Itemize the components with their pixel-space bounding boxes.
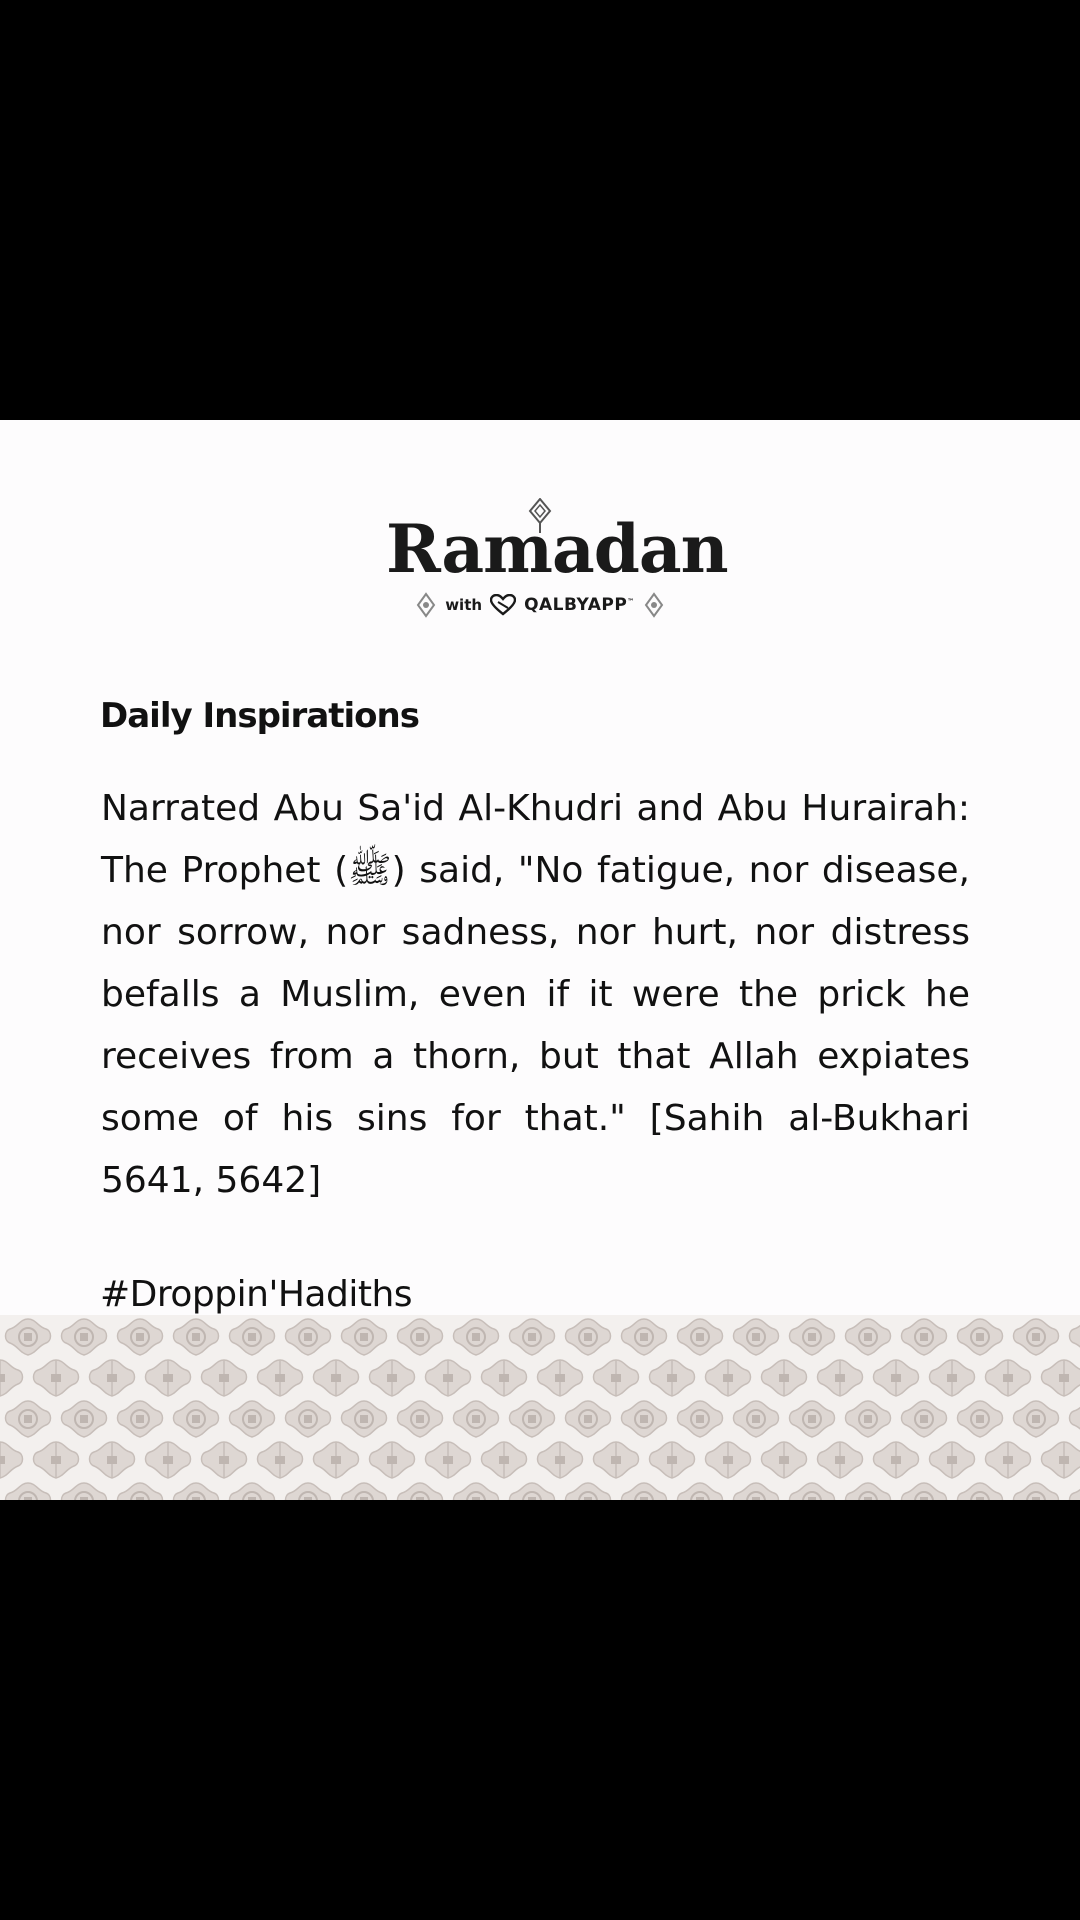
post-card <box>0 420 1080 1500</box>
moroccan-tile-pattern <box>0 1315 1080 1500</box>
logo-brand: QALBYAPP™ <box>524 595 635 615</box>
hashtag: #Droppin'Hadiths <box>100 1274 413 1315</box>
heart-icon <box>490 594 516 616</box>
logo-with-label: with <box>445 596 483 614</box>
logo-subline <box>400 592 680 618</box>
hadith-text: Narrated Abu Sa'id Al-Khudri and Abu Hurairah: The Prophet (ﷺ) said, "No fatigue, nor disease, nor sorrow, nor sadness, nor hurt, nor distress befalls a Muslim, even if it were the prick he receives from a thorn, but that Allah expiates some of his sins for that." [Sahih al-Bukhari 5641, 5642] <box>101 788 971 1201</box>
side-ornament-icon <box>415 592 437 618</box>
section-heading: Daily Inspirations <box>100 696 419 736</box>
letterbox-top <box>0 0 1080 420</box>
ramadan-logo <box>380 498 728 628</box>
letterbox-bottom <box>0 1500 1080 1920</box>
side-ornament-icon <box>643 592 665 618</box>
logo-wordmark: Ramadan <box>386 510 728 588</box>
